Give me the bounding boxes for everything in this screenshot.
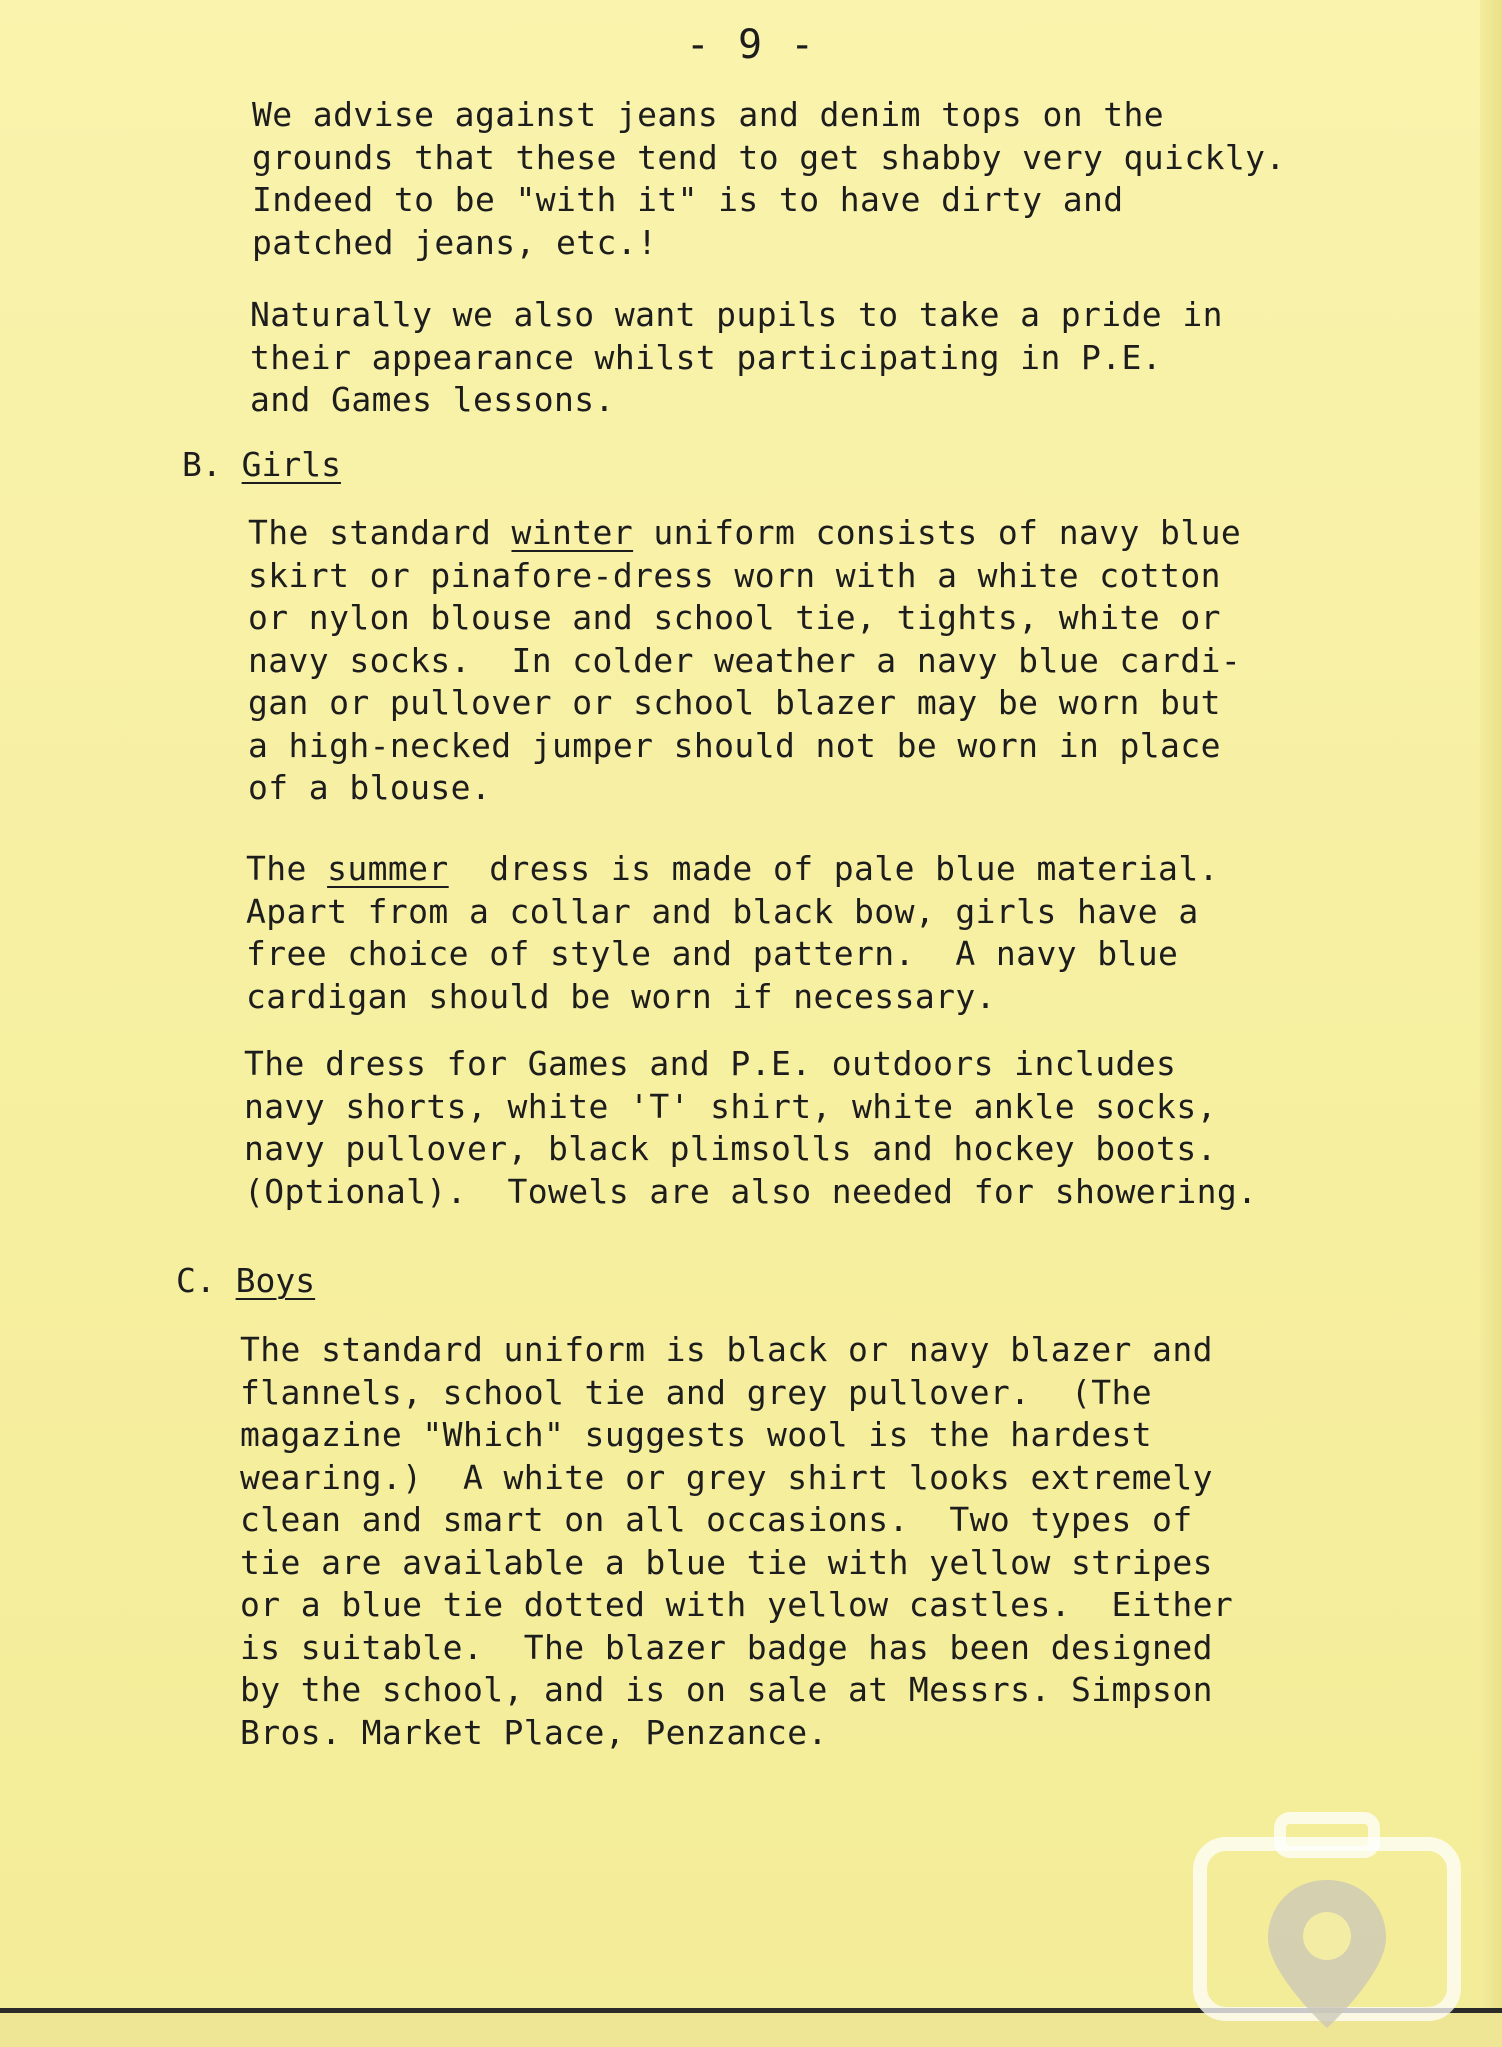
section-label: B. bbox=[182, 445, 222, 484]
section-title: Boys bbox=[235, 1261, 316, 1300]
text-run: The bbox=[246, 849, 328, 888]
section-label: C. bbox=[176, 1261, 216, 1300]
underlined-word: winter bbox=[511, 513, 634, 552]
text-line: of a blouse. bbox=[248, 768, 492, 807]
text-line: or nylon blouse and school tie, tights, white or bbox=[248, 598, 1221, 637]
text-line: free choice of style and pattern. A navy blue bbox=[246, 934, 1179, 973]
section-title: Girls bbox=[241, 445, 341, 484]
text-line: The dress for Games and P.E. outdoors includes bbox=[244, 1044, 1177, 1083]
text-line: gan or pullover or school blazer may be worn but bbox=[248, 683, 1221, 722]
text-line: navy socks. In colder weather a navy blue cardi- bbox=[248, 640, 1242, 680]
text-line: wearing.) A white or grey shirt looks extremely bbox=[240, 1457, 1213, 1497]
text-line bbox=[246, 848, 1219, 891]
text-line: flannels, school tie and grey pullover. (The bbox=[240, 1372, 1153, 1412]
text-line: navy shorts, white 'T' shirt, white ankle socks, bbox=[244, 1086, 1217, 1126]
page-number: - 9 - bbox=[685, 22, 817, 68]
text-line: their appearance whilst participating in P.E. bbox=[250, 337, 1163, 377]
boys-paragraph bbox=[240, 1329, 1233, 1754]
girls-winter-paragraph bbox=[248, 512, 1241, 810]
text-line: Bros. Market Place, Penzance. bbox=[240, 1712, 828, 1752]
text-line: grounds that these tend to get shabby very quickly. bbox=[252, 137, 1286, 177]
text-line: magazine "Which" suggests wool is the hardest bbox=[240, 1415, 1153, 1454]
text-line: clean and smart on all occasions. Two types of bbox=[240, 1500, 1193, 1539]
text-line: or a blue tie dotted with yellow castles. Either bbox=[240, 1585, 1234, 1624]
page-right-edge bbox=[1480, 0, 1502, 2047]
text-line: patched jeans, etc.! bbox=[252, 222, 658, 262]
text-line: skirt or pinafore-dress worn with a white cotton bbox=[248, 555, 1221, 595]
text-line: is suitable. The blazer badge has been designed bbox=[240, 1627, 1213, 1667]
text-line: Naturally we also want pupils to take a pride in bbox=[250, 295, 1223, 334]
girls-games-paragraph bbox=[244, 1043, 1257, 1213]
text-line: Apart from a collar and black bow, girls have a bbox=[246, 891, 1199, 931]
section-heading-girls bbox=[182, 444, 341, 486]
section-heading-boys bbox=[176, 1260, 315, 1302]
text-run: dress is made of pale blue material. bbox=[448, 849, 1219, 888]
intro-paragraph-2 bbox=[250, 294, 1223, 422]
text-line: by the school, and is on sale at Messrs. Simpson bbox=[240, 1670, 1213, 1709]
text-line: and Games lessons. bbox=[250, 380, 615, 419]
text-line: We advise against jeans and denim tops on the bbox=[252, 95, 1165, 134]
text-line: (Optional). Towels are also needed for showering. bbox=[244, 1171, 1258, 1211]
underlined-word: summer bbox=[327, 849, 449, 888]
text-line: cardigan should be worn if necessary. bbox=[246, 976, 996, 1016]
text-line: a high-necked jumper should not be worn in place bbox=[248, 725, 1221, 765]
text-run: The standard bbox=[248, 513, 512, 552]
text-line: tie are available a blue tie with yellow stripes bbox=[240, 1542, 1213, 1582]
text-line bbox=[248, 512, 1241, 555]
text-line: navy pullover, black plimsolls and hockey boots. bbox=[244, 1129, 1217, 1168]
text-line: Indeed to be "with it" is to have dirty and bbox=[252, 180, 1124, 219]
girls-summer-paragraph bbox=[246, 848, 1219, 1018]
text-line: The standard uniform is black or navy blazer and bbox=[240, 1330, 1213, 1369]
text-run: uniform consists of navy blue bbox=[633, 513, 1242, 552]
intro-paragraph-1 bbox=[252, 94, 1286, 264]
camera-pin-icon bbox=[1192, 1806, 1462, 2036]
